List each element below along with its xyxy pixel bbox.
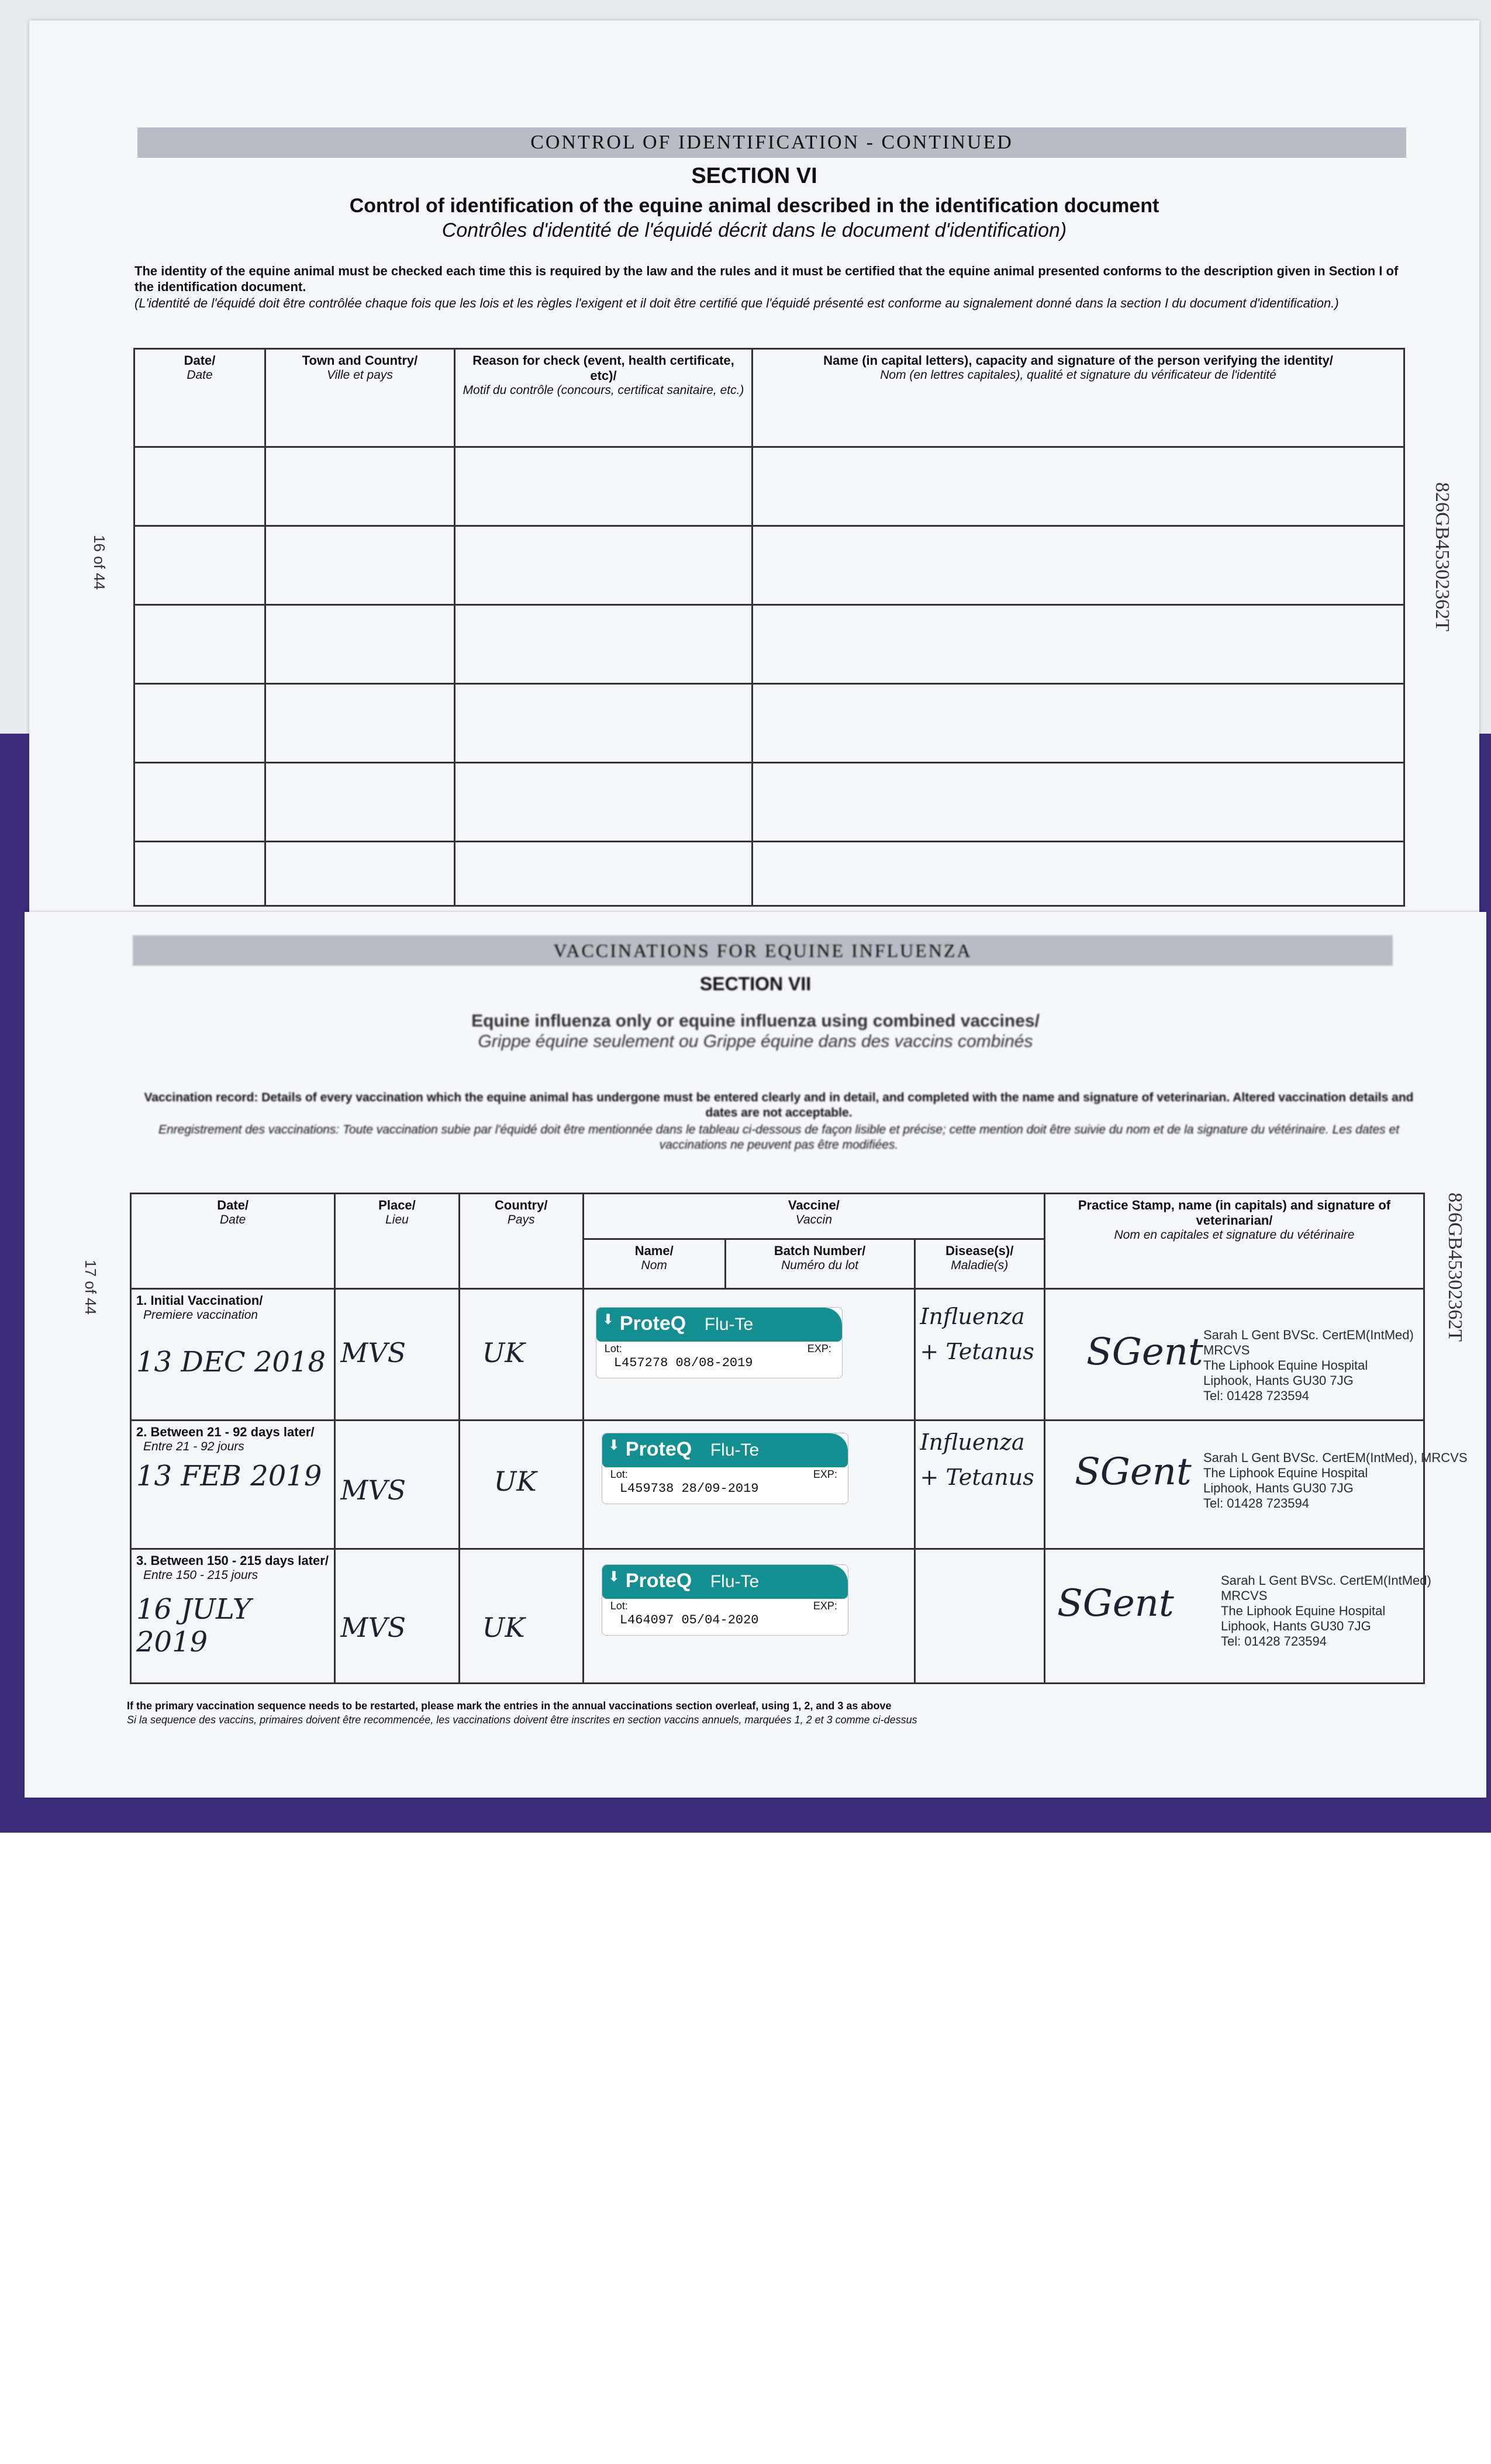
vaccination-date: 16 JULY 2019 xyxy=(136,1593,251,1658)
diseases-value: Influenza + Tetanus xyxy=(920,1304,1034,1364)
header-vaccine: Vaccine/ Vaccin xyxy=(583,1194,1044,1239)
header-verifier: Name (in capital letters), capacity and signature of the person verifying the identity/ Nom (en lettres capitales), qualité et signature du vérificateur de l'identité xyxy=(753,349,1404,447)
vaccine-label xyxy=(596,1307,843,1378)
section-title: SECTION VII xyxy=(699,973,812,994)
step-label: 1. Initial Vaccination/ xyxy=(136,1293,263,1308)
table-row xyxy=(134,842,1404,906)
table-row xyxy=(131,1421,1424,1549)
vaccine-product: Flu-Te xyxy=(710,1572,760,1591)
vaccine-label xyxy=(602,1433,848,1504)
diseases-value: Influenza + Tetanus xyxy=(920,1429,1034,1490)
table-row xyxy=(134,763,1404,842)
lot-caption: Lot: xyxy=(610,1600,628,1612)
page-16 xyxy=(29,20,1479,921)
vaccine-brand: ProteQ xyxy=(619,1312,686,1335)
header-date: Date/ Date xyxy=(134,349,265,447)
step-label-fr: Entre 150 - 215 jours xyxy=(143,1568,258,1582)
lot-caption: Lot: xyxy=(604,1343,622,1354)
vaccine-brand: ProteQ xyxy=(625,1570,692,1592)
practice-stamp: Sarah L Gent BVSc. CertEM(IntMed), MRCVS The Liphook Equine Hospital Liphook, Hants GU30 7JG Tel: 01428 723594 xyxy=(1203,1450,1468,1511)
batch-number: L464097 05/04-2020 xyxy=(619,1613,759,1627)
header-practice-stamp: Practice Stamp, name (in capitals) and signature of veterinarian/ Nom en capitales et signature du vétérinaire xyxy=(1044,1194,1424,1289)
exp-caption: EXP: xyxy=(813,1600,837,1612)
vaccination-country: UK xyxy=(482,1337,525,1368)
record-text-en: Vaccination record: Details of every vaccination which the equine animal has undergone must be entered clearly and in detail, and completed with the name and signature of veterinarian. Altered vaccination details and dates are not acceptable. xyxy=(144,1091,1414,1119)
batch-number: L457278 08/08-2019 xyxy=(613,1356,753,1370)
vaccine-product: Flu-Te xyxy=(704,1315,754,1334)
header-date: Date/ Date xyxy=(131,1194,335,1289)
practice-stamp: Sarah L Gent BVSc. CertEM(IntMed) MRCVS The Liphook Equine Hospital Liphook, Hants GU30 7JG Tel: 01428 723594 xyxy=(1203,1328,1414,1403)
record-text-fr: Enregistrement des vaccinations: Toute vaccination subie par l'équidé doit être mentionnée dans le tableau ci-dessous de façon lisible et précise; cette mention doit être suivie du nom et de la signature du vétérinaire. Les dates et vaccinations ne peuvent pas être modifiées. xyxy=(158,1123,1399,1152)
header-reason: Reason for check (event, health certificate, etc)/ Motif du contrôle (concours, certificat sanitaire, etc.) xyxy=(455,349,753,447)
vet-signature: SGent xyxy=(1074,1450,1192,1494)
practice-stamp: Sarah L Gent BVSc. CertEM(IntMed) MRCVS The Liphook Equine Hospital Liphook, Hants GU30 7JG Tel: 01428 723594 xyxy=(1220,1573,1431,1649)
header-batch-number: Batch Number/ Numéro du lot xyxy=(725,1239,914,1289)
vaccination-country: UK xyxy=(482,1612,525,1643)
section-banner: VACCINATIONS FOR EQUINE INFLUENZA xyxy=(133,935,1393,966)
vaccine-label xyxy=(602,1564,848,1636)
vaccination-place: MVS xyxy=(340,1474,406,1506)
header-town-country: Town and Country/ Ville et pays xyxy=(265,349,455,447)
arrow-icon: ⬇ xyxy=(608,1569,620,1585)
section-heading-fr: Grippe équine seulement ou Grippe équine dans des vaccins combinés xyxy=(478,1032,1033,1051)
batch-number: L459738 28/09-2019 xyxy=(619,1481,759,1496)
table-row xyxy=(134,605,1404,684)
exp-caption: EXP: xyxy=(813,1468,837,1480)
arrow-icon: ⬇ xyxy=(602,1312,614,1328)
identity-check-table xyxy=(133,348,1405,907)
header-vaccine-name: Name/ Nom xyxy=(583,1239,725,1289)
vaccine-brand: ProteQ xyxy=(625,1438,692,1460)
section-heading-en: Equine influenza only or equine influenza using combined vaccines/ xyxy=(471,1011,1040,1031)
vaccination-date: 13 FEB 2019 xyxy=(136,1460,322,1492)
header-diseases: Disease(s)/ Maladie(s) xyxy=(914,1239,1044,1289)
table-row xyxy=(134,526,1404,605)
header-place: Place/ Lieu xyxy=(335,1194,459,1289)
step-label-fr: Premiere vaccination xyxy=(143,1308,258,1322)
vaccination-place: MVS xyxy=(340,1337,406,1368)
section-title: SECTION VI xyxy=(691,164,817,188)
passport-code: 826GB45302362T xyxy=(1444,1193,1466,1342)
vaccination-country: UK xyxy=(493,1466,537,1497)
page-number: 17 of 44 xyxy=(82,1260,99,1315)
section-heading-en: Control of identification of the equine animal described in the identification document xyxy=(349,195,1159,217)
section-banner: CONTROL OF IDENTIFICATION - CONTINUED xyxy=(137,127,1406,158)
intro-text-en: The identity of the equine animal must be checked each time this is required by the law and the rules and it must be certified that the equine animal presented conforms to the description given in Section I of the identification document. xyxy=(134,264,1399,294)
lot-caption: Lot: xyxy=(610,1468,628,1480)
header-country: Country/ Pays xyxy=(459,1194,583,1289)
table-row xyxy=(131,1549,1424,1684)
section-heading-fr: Contrôles d'identité de l'équidé décrit dans le document d'identification) xyxy=(441,219,1067,241)
vaccination-place: MVS xyxy=(340,1612,406,1643)
passport-code: 826GB45302362T xyxy=(1431,482,1453,631)
table-row xyxy=(134,684,1404,763)
step-label: 2. Between 21 - 92 days later/ xyxy=(136,1425,315,1439)
vaccine-product: Flu-Te xyxy=(710,1440,760,1460)
intro-text-fr: (L'identité de l'équidé doit être contrôlée chaque fois que les lois et les règles l'exigent et il doit être certifié que l'équidé présenté est conforme au signalement donné dans la section I du document d'identification.) xyxy=(134,296,1339,310)
page-17 xyxy=(25,912,1486,1798)
footer-note-fr: Si la sequence des vaccins, primaires doivent être recommencée, les vaccinations doivent être inscrites en section vaccins annuels, marquées 1, 2 et 3 comme ci-dessus xyxy=(127,1714,917,1726)
page-number: 16 of 44 xyxy=(91,535,108,590)
step-label: 3. Between 150 - 215 days later/ xyxy=(136,1553,329,1568)
vet-signature: SGent xyxy=(1057,1582,1174,1625)
table-row xyxy=(131,1289,1424,1421)
arrow-icon: ⬇ xyxy=(608,1437,620,1453)
vet-signature: SGent xyxy=(1086,1331,1203,1374)
table-row xyxy=(134,447,1404,526)
exp-caption: EXP: xyxy=(807,1343,831,1354)
footer-note-en: If the primary vaccination sequence needs to be restarted, please mark the entries in the annual vaccinations section overleaf, using 1, 2, and 3 as above xyxy=(127,1700,892,1712)
vaccination-date: 13 DEC 2018 xyxy=(136,1346,326,1378)
step-label-fr: Entre 21 - 92 jours xyxy=(143,1440,244,1453)
